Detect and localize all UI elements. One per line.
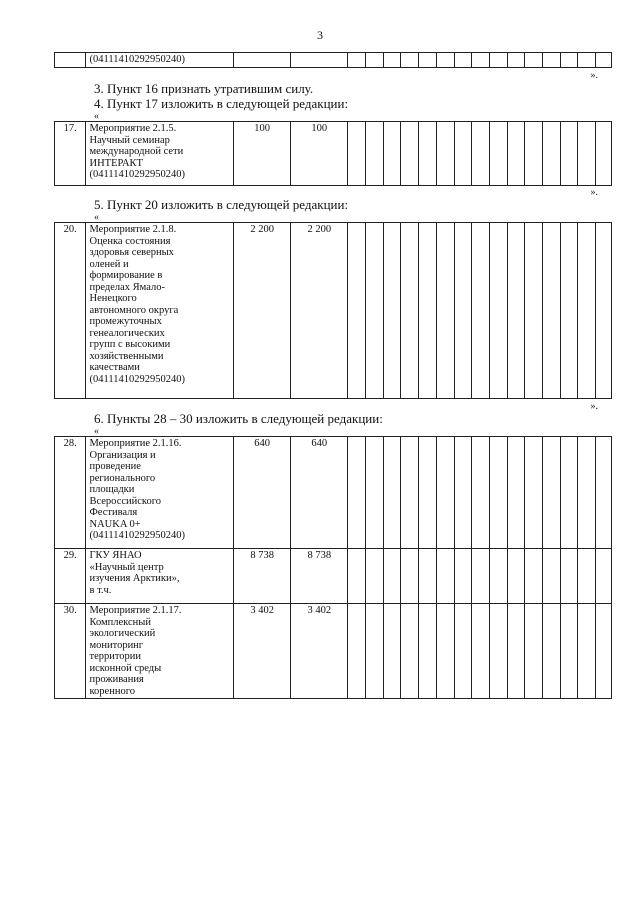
description-line: пределах Ямало- (89, 281, 165, 293)
empty-cell (348, 604, 366, 699)
description-line: качествами (89, 362, 140, 373)
table-row-17 (54, 121, 612, 186)
empty-cell (543, 122, 561, 186)
empty-cell (596, 549, 612, 604)
empty-cell (366, 549, 384, 604)
description-line: Мероприятие 2.1.17. (89, 605, 182, 616)
empty-cell (419, 437, 437, 549)
row-description (86, 604, 234, 699)
value-total: 2 200 (234, 223, 291, 399)
open-quote: « (94, 212, 99, 223)
open-quote: « (94, 111, 99, 122)
description-line: Мероприятие 2.1.16. (89, 438, 182, 449)
table-row (55, 122, 612, 186)
empty-cell (419, 223, 437, 399)
empty-cell (525, 604, 543, 699)
value-total: 100 (234, 122, 291, 186)
empty-cell (454, 604, 472, 699)
empty-cell (401, 604, 419, 699)
description-line: исконной среды (89, 662, 162, 674)
empty-cell (383, 223, 401, 399)
description-line: Ненецкого (89, 293, 137, 304)
empty-cell (507, 604, 525, 699)
empty-cell (419, 122, 437, 186)
table-row (55, 604, 612, 699)
empty-cell (472, 122, 490, 186)
description-line: Комплексный (89, 616, 151, 628)
empty-cell (436, 437, 454, 549)
description-line: групп с высокими (89, 339, 171, 350)
description-line: регионального (89, 472, 156, 484)
empty-cell (454, 122, 472, 186)
table-row-20 (54, 222, 612, 399)
empty-cell (383, 122, 401, 186)
code-cell: (04111410292950240) (86, 53, 234, 68)
empty-cell (507, 437, 525, 549)
description-line: территории (89, 651, 142, 662)
empty-cell (578, 122, 596, 186)
description-line: Мероприятие 2.1.8. (89, 224, 177, 235)
empty-cell (383, 604, 401, 699)
paragraph-6: 6. Пункты 28 – 30 изложить в следующей редакции: (94, 411, 383, 426)
row-description (86, 549, 234, 604)
empty-cell (366, 604, 384, 699)
empty-cell (578, 549, 596, 604)
paragraph-4: 4. Пункт 17 изложить в следующей редакции: (94, 96, 349, 111)
end-quote: ». (590, 187, 598, 198)
empty-cell (348, 549, 366, 604)
empty-cell (596, 223, 612, 399)
empty-cell (419, 604, 437, 699)
description-line: хозяйственными (89, 350, 164, 362)
table-row (55, 437, 612, 549)
empty-cell (560, 122, 578, 186)
empty-cell (489, 122, 507, 186)
empty-cell (401, 437, 419, 549)
row-number: 28. (55, 437, 86, 549)
description-line: здоровья северных (89, 247, 174, 258)
empty-cell (525, 223, 543, 399)
description-line: генеалогических (89, 327, 165, 339)
empty-cell (436, 122, 454, 186)
description-line: промежуточных (89, 316, 162, 327)
empty-cell (489, 549, 507, 604)
empty-cell (578, 223, 596, 399)
empty-cell (525, 549, 543, 604)
empty-cell (348, 122, 366, 186)
description-line: площадки (89, 484, 135, 495)
empty-cell (489, 223, 507, 399)
empty-cell (525, 437, 543, 549)
description-line: мониторинг (89, 639, 144, 651)
empty-cell (419, 549, 437, 604)
value-budget: 8 738 (291, 549, 348, 604)
empty-cell (436, 604, 454, 699)
empty-cell (401, 549, 419, 604)
empty-cell (525, 122, 543, 186)
row-number: 20. (55, 223, 86, 399)
paragraph-3: 3. Пункт 16 признать утратившим силу. (94, 81, 314, 96)
description-line: оленей и (89, 258, 129, 270)
empty-cell (436, 223, 454, 399)
description-line: Всероссийского (89, 495, 162, 507)
description-line: формирование в (89, 270, 163, 281)
paragraph-5: 5. Пункт 20 изложить в следующей редакции: (94, 197, 349, 212)
empty-cell (560, 604, 578, 699)
empty-cell (507, 223, 525, 399)
description-line: Мероприятие 2.1.5. (89, 123, 177, 134)
empty-cell (560, 223, 578, 399)
description-line: изучения Арктики», (89, 573, 180, 584)
empty-cell (507, 549, 525, 604)
description-line: Организация и (89, 449, 156, 461)
empty-cell (383, 437, 401, 549)
description-line: проживания (89, 674, 144, 685)
empty-cell (596, 437, 612, 549)
empty-cell (436, 549, 454, 604)
table-row (55, 223, 612, 399)
empty-cell (596, 122, 612, 186)
empty-cell (560, 549, 578, 604)
empty-cell (543, 604, 561, 699)
description-line: экологический (89, 628, 156, 639)
empty-cell (543, 223, 561, 399)
description-line: Оценка состояния (89, 235, 171, 247)
description-line: в т.ч. (89, 584, 112, 596)
empty-cell (366, 122, 384, 186)
table-fragment-top (54, 52, 612, 68)
empty-cell (596, 604, 612, 699)
open-quote: « (94, 426, 99, 437)
value-budget: 640 (291, 437, 348, 549)
empty-cell (383, 549, 401, 604)
empty-cell (401, 223, 419, 399)
value-budget: 2 200 (291, 223, 348, 399)
description-line: коренного (89, 685, 135, 697)
description-line: (04111410292950240) (89, 530, 185, 541)
end-quote: ». (590, 401, 598, 412)
empty-cell (366, 223, 384, 399)
table-rows-28-30 (54, 436, 612, 699)
empty-cell (489, 437, 507, 549)
empty-cell (454, 437, 472, 549)
empty-cell (472, 437, 490, 549)
empty-cell (348, 437, 366, 549)
empty-cell (454, 549, 472, 604)
value-total: 3 402 (234, 604, 291, 699)
value-budget: 100 (291, 122, 348, 186)
row-number: 30. (55, 604, 86, 699)
empty-cell (348, 223, 366, 399)
empty-cell (454, 223, 472, 399)
empty-cell (401, 122, 419, 186)
description-line: автономного округа (89, 304, 179, 316)
description-line: (04111410292950240) (89, 373, 185, 385)
page-number: 3 (317, 28, 323, 42)
description-line: проведение (89, 461, 141, 472)
empty-cell (543, 549, 561, 604)
description-line: (04111410292950240) (89, 169, 185, 180)
empty-cell (507, 122, 525, 186)
value-total: 8 738 (234, 549, 291, 604)
description-line: Фестиваля (89, 507, 138, 518)
empty-cell (366, 437, 384, 549)
row-number: 17. (55, 122, 86, 186)
row-description (86, 122, 234, 186)
table-row (55, 549, 612, 604)
value-budget: 3 402 (291, 604, 348, 699)
empty-cell (489, 604, 507, 699)
table-row (55, 53, 612, 68)
description-line: NAUKA 0+ (89, 518, 141, 530)
empty-cell (472, 549, 490, 604)
description-line: международной сети (89, 146, 184, 157)
value-total: 640 (234, 437, 291, 549)
description-line: ИНТЕРАКТ (89, 157, 143, 169)
empty-cell (543, 437, 561, 549)
description-line: «Научный центр (89, 561, 164, 573)
end-quote: ». (590, 70, 598, 81)
empty-cell (578, 437, 596, 549)
row-description (86, 437, 234, 549)
empty-cell (472, 223, 490, 399)
empty-cell (472, 604, 490, 699)
empty-cell (560, 437, 578, 549)
description-line: ГКУ ЯНАО (89, 550, 142, 561)
row-description (86, 223, 234, 399)
description-line: Научный семинар (89, 134, 170, 146)
row-number: 29. (55, 549, 86, 604)
empty-cell (578, 604, 596, 699)
